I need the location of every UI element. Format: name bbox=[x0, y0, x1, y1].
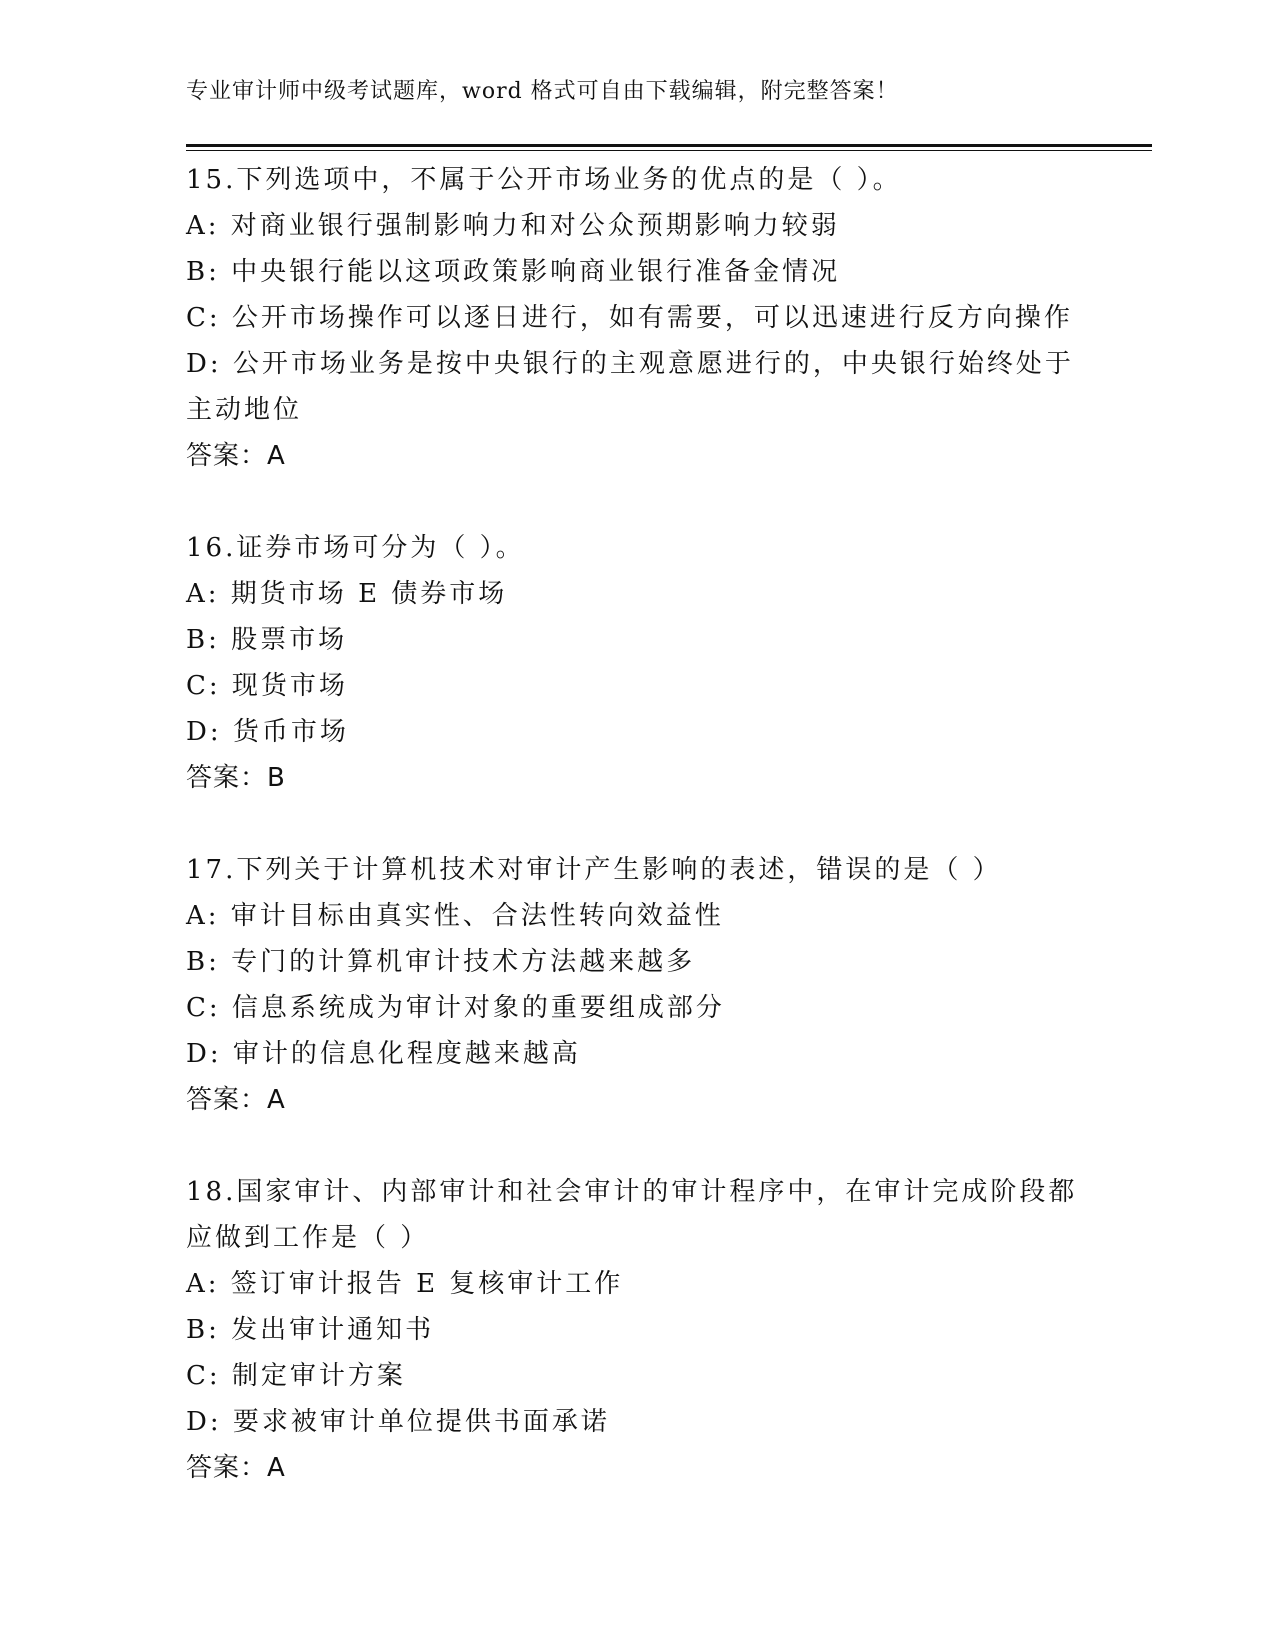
option-a: A: 期货市场 E 债券市场 bbox=[186, 579, 508, 609]
option-d: D: 货币市场 bbox=[186, 717, 349, 747]
answer: 答案：A bbox=[186, 1085, 286, 1115]
option-b: B: 发出审计通知书 bbox=[186, 1315, 435, 1345]
question-15 bbox=[186, 157, 1086, 479]
option-a: A: 审计目标由真实性、合法性转向效益性 bbox=[186, 901, 724, 931]
option-c: C: 现货市场 bbox=[186, 671, 348, 701]
option-d: D: 公开市场业务是按中央银行的主观意愿进行的，中央银行始终处于主动地位 bbox=[186, 349, 1074, 425]
option-a: A: 对商业银行强制影响力和对公众预期影响力较弱 bbox=[186, 211, 840, 241]
answer: 答案：A bbox=[186, 441, 286, 471]
option-a: A: 签订审计报告 E 复核审计工作 bbox=[186, 1269, 624, 1299]
question-18 bbox=[186, 1169, 1086, 1491]
question-stem: 17.下列关于计算机技术对审计产生影响的表述，错误的是（ ） bbox=[186, 855, 1002, 885]
question-stem: 18.国家审计、内部审计和社会审计的审计程序中，在审计完成阶段都应做到工作是（ ） bbox=[186, 1177, 1078, 1253]
answer: 答案：B bbox=[186, 763, 286, 793]
answer: 答案：A bbox=[186, 1453, 286, 1483]
option-c: C: 制定审计方案 bbox=[186, 1361, 406, 1391]
question-16 bbox=[186, 525, 1086, 801]
header-rule-thick bbox=[186, 144, 1152, 147]
question-17 bbox=[186, 847, 1086, 1123]
page-header: 专业审计师中级考试题库，word 格式可自由下载编辑，附完整答案！ bbox=[186, 79, 899, 104]
question-list bbox=[186, 157, 1086, 1537]
option-b: B: 股票市场 bbox=[186, 625, 348, 655]
option-b: B: 专门的计算机审计技术方法越来越多 bbox=[186, 947, 696, 977]
option-d: D: 审计的信息化程度越来越高 bbox=[186, 1039, 581, 1069]
question-stem: 15.下列选项中，不属于公开市场业务的优点的是（ ）。 bbox=[186, 165, 902, 195]
option-d: D: 要求被审计单位提供书面承诺 bbox=[186, 1407, 610, 1437]
question-stem: 16.证券市场可分为（ ）。 bbox=[186, 533, 525, 563]
option-c: C: 公开市场操作可以逐日进行，如有需要，可以迅速进行反方向操作 bbox=[186, 303, 1073, 333]
header-rule-thin bbox=[186, 150, 1152, 151]
option-b: B: 中央银行能以这项政策影响商业银行准备金情况 bbox=[186, 257, 841, 287]
option-c: C: 信息系统成为审计对象的重要组成部分 bbox=[186, 993, 725, 1023]
